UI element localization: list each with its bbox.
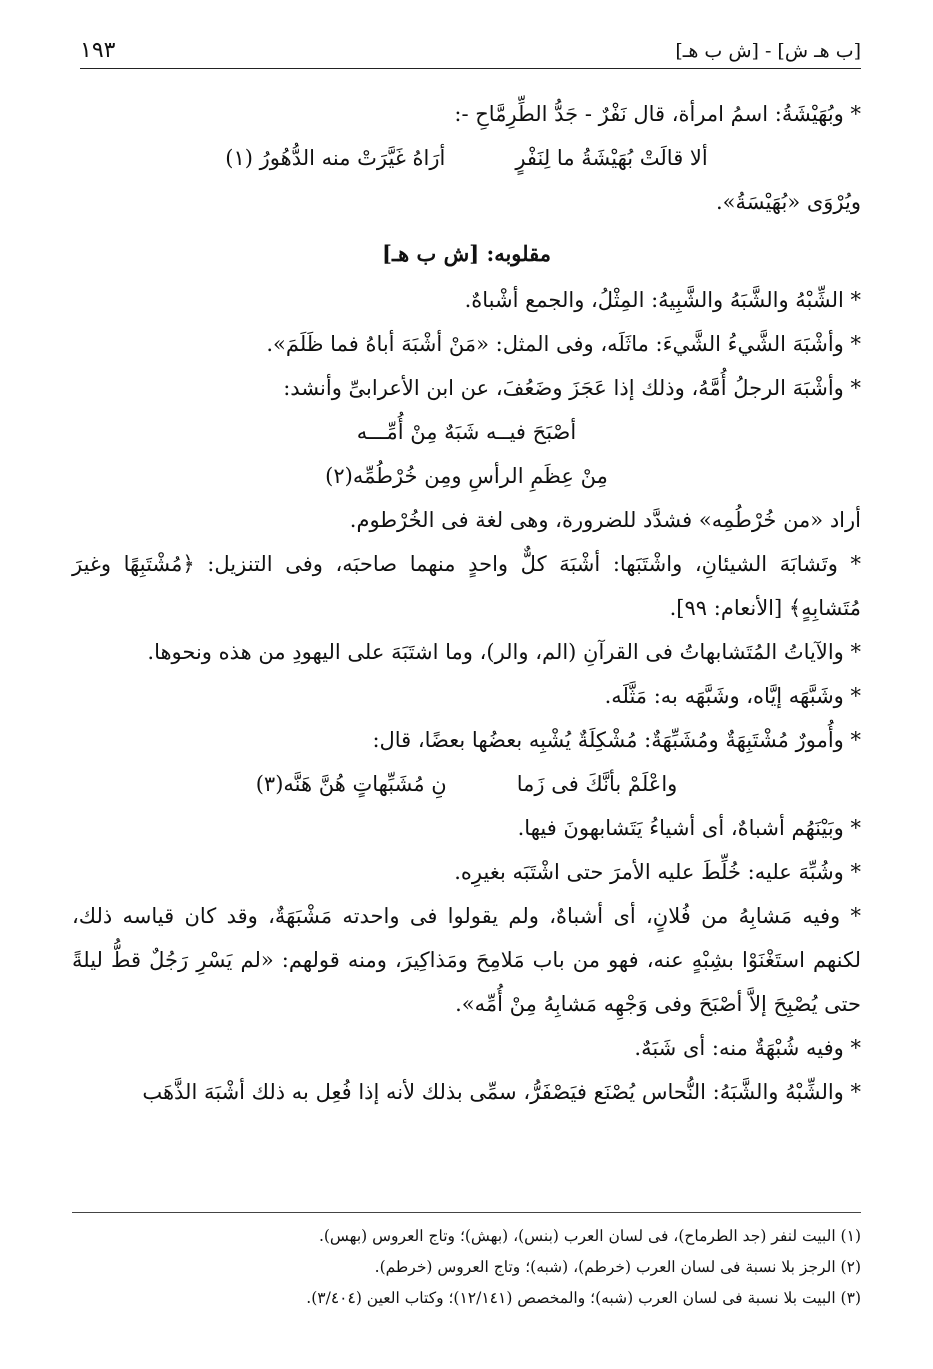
variant-reading: ويُرْوَى «بُهَيْسَةُ». <box>715 190 861 214</box>
entry-paragraph: * وأشْبَهَ الشَّيءُ الشَّيءَ: ماثَلَه، وفى المثل: «مَنْ أشْبَهَ أباهُ فما ظَلَمَ». <box>266 332 861 356</box>
entry-paragraph: * والشِّبْهُ والشَّبَهُ: النُّحاس يُصْنَع فيَصْفَرُّ، سمِّى بذلك لأنه إذا فُعِل به ذلك أشْبَهَ الذَّهَب <box>142 1080 861 1104</box>
entry-paragraph: * وأُمورٌ مُشْتَبِهَةٌ ومُشَبِّهَةٌ: مُشْكِلَةٌ يُشْبِه بعضُها بعضًا، قال: <box>372 728 861 752</box>
entry-paragraph: * وبَيْنَهُم أشباهٌ، أى أشياءُ يَتَشابهونَ فيها. <box>517 816 861 840</box>
entry-paragraph: * الشِّبْهُ والشَّبَهُ والشَّبِيهُ: المِثْلُ، والجمع أشْباهٌ. <box>464 288 861 312</box>
verse-hemistich-right: ألا قالَتْ بُهَيْشَةُ ما لِنَفْرٍ <box>515 146 708 170</box>
entry-paragraph: * وفيه شُبْهَةٌ منه: أى شَبَهٌ. <box>634 1036 861 1060</box>
main-text <box>72 92 861 1114</box>
entry-paragraph: * وتَشابَهَ الشيئانِ، واشْتَبَها: أشْبَهَ كلٌّ واحدٍ منهما صاحبَه، وفى التنزيل: ﴿مُشْتَبِهًا وغيرَ مُتَشابِهٍ﴾ [الأنعام: ٩٩]. <box>72 552 861 620</box>
rajaz-verse <box>72 410 861 454</box>
entry-paragraph: أراد «من خُرْطُمِه» فشدَّد للضرورة، وهى لغة فى الخُرْطوم. <box>349 508 861 532</box>
entry-paragraph: * وأشْبَهَ الرجلُ أُمَّهُ، وذلك إذا عَجَزَ وضَعُفَ، عن ابن الأعرابىِّ وأنشد: <box>283 376 861 400</box>
rajaz-line: أصْبَحَ فيــه شَبَهٌ مِنْ أُمِّـــه <box>356 420 577 444</box>
subheading: مقلوبه: [ش ب هـ] <box>382 241 551 266</box>
running-title: [ب هـ ش] - [ش ب هـ] <box>675 40 861 62</box>
verse-hemistich-right: واعْلَمْ بأنَّكَ فى زَما <box>516 772 678 796</box>
entry-paragraph: * وفيه مَشابِهُ من فُلانٍ، أى أشباهٌ، ولم يقولوا فى واحدته مَشْبَهَةٌ، وقد كان قياسه ذلك، لكنهم استَغْنَوْا بشِبْهٍ عنه، فهو من باب مَلامِحَ ومَذاكِيرَ، ومنه قولهم: «لم يَسْرِ رَجُلٌ قطُّ ليلةً حتى يُصْبِحَ إلاَّ أصْبَحَ وفى وَجْهِه مَشابِهُ مِنْ أُمِّه». <box>72 904 861 1016</box>
footnote-3: (٣) البيت بلا نسبة فى لسان العرب (شبه)؛ والمخصص (١٢/١٤١)؛ وكتاب العين (٣/٤٠٤). <box>306 1289 861 1307</box>
page-number: ١٩٣ <box>80 38 116 63</box>
verse-hemistich-left: نِ مُشَبِّهاتٍ هُنَّ هَنَّه(٣) <box>255 772 447 796</box>
rajaz-verse <box>72 454 861 498</box>
verse-hemistich-left: أرَاهُ غَيَّرَتْ منه الدُّهُورُ (١) <box>225 146 446 170</box>
footnote-1: (١) البيت لنفر (جد الطرماح)، فى لسان العرب (بنس)، (بهش)؛ وتاج العروس (بهس). <box>318 1227 861 1245</box>
rajaz-line: مِنْ عِظَمِ الرأسِ ومِن خُرْطُمِّه(٢) <box>325 464 608 488</box>
footnotes <box>72 1212 861 1314</box>
footnote-2: (٢) الرجز بلا نسبة فى لسان العرب (خرطم)، (شبه)؛ وتاج العروس (خرطم). <box>374 1258 861 1276</box>
verse-line <box>72 136 861 180</box>
page-header <box>80 38 861 69</box>
verse-line <box>72 762 861 806</box>
entry-paragraph: * والآياتُ المُتَشابهاتُ فى القرآنِ (الم، والر)، وما اشتَبَهَ على اليهودِ من هذه ونحوها. <box>147 640 861 664</box>
entry-buhaysha: * وبُهَيْشَةُ: اسمُ امرأة، قال نَفْرٌ - جَدُّ الطِّرِمَّاحِ -: <box>454 102 861 126</box>
entry-paragraph: * وشَبَّهَه إيَّاه، وشَبَّهَه به: مَثَّلَه. <box>604 684 861 708</box>
entry-paragraph: * وشُبِّهَ عليه: خُلِّطَ عليه الأمرَ حتى اشْتَبَه بغيرِه. <box>454 860 861 884</box>
